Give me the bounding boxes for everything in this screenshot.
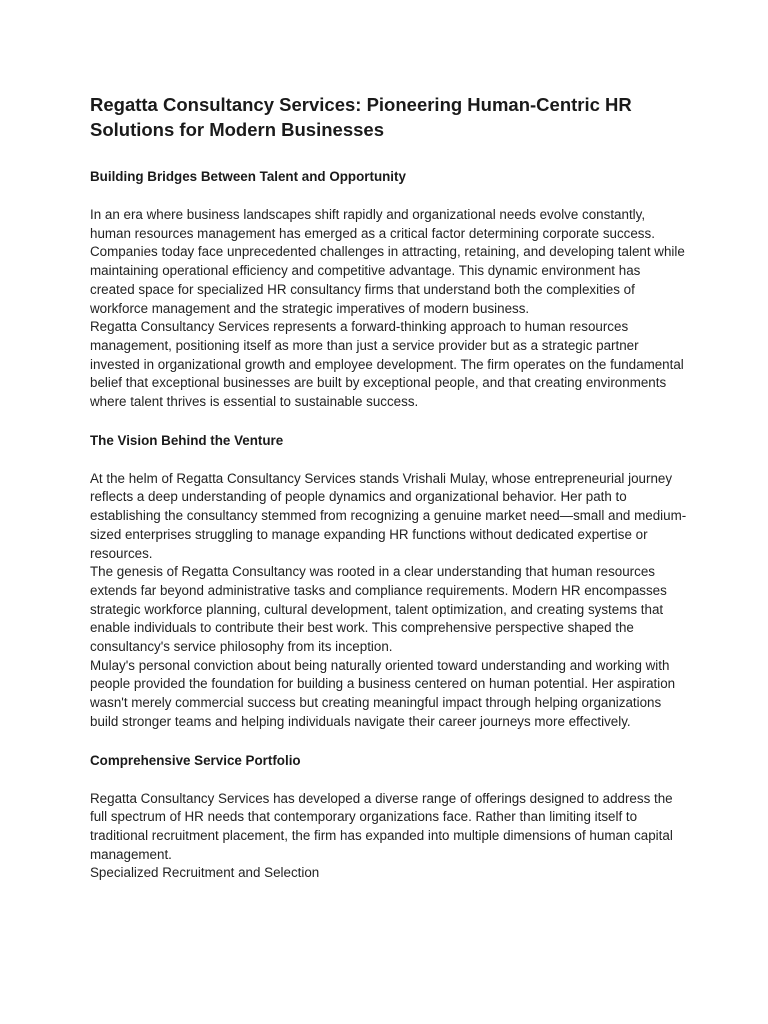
paragraph: In an era where business landscapes shift rapidly and organizational needs evolve constantly, human resources management has emerged as a critical factor determining corporate success. Companies today face unprecedented challenges in attracting, retaining, and developing talent while maintaining operational efficiency and competitive advantage. This dynamic environment has created space for specialized HR consultancy firms that understand both the complexities of workforce management and the strategic imperatives of modern business. [90,207,685,316]
document-title: Regatta Consultancy Services: Pioneering Human-Centric HR Solutions for Modern Businesses [90,94,632,140]
paragraph: Mulay's personal conviction about being naturally oriented toward understanding and working with people provided the foundation for building a business centered on human potential. Her aspiration wasn't merely commercial success but creating meaningful impact through helping organizations build stronger teams and helping individuals navigate their career journeys more effectively. [90,657,676,729]
paragraph: Regatta Consultancy Services has developed a diverse range of offerings designed to address the full spectrum of HR needs that contemporary organizations face. Rather than limiting itself to traditional recruitment placement, the firm has expanded into multiple dimensions of human capital management. [90,790,673,862]
section-heading-service-portfolio: Comprehensive Service Portfolio [90,752,301,768]
subheading-recruitment: Specialized Recruitment and Selection [90,865,320,881]
paragraph: Regatta Consultancy Services represents a forward-thinking approach to human resources management, positioning itself as more than just a service provider but as a strategic partner invested in organizational growth and employee development. The firm operates on the fundamental belief that exceptional businesses are built by exceptional people, and that creating environments where talent thrives is essential to sustainable success. [90,319,684,410]
section-heading-building-bridges: Building Bridges Between Talent and Opportunity [90,169,406,184]
paragraph: The genesis of Regatta Consultancy was rooted in a clear understanding that human resources extends far beyond administrative tasks and compliance requirements. Modern HR encompasses strategic workforce planning, cultural development, talent optimization, and creating systems that enable individuals to contribute their best work. This comprehensive perspective shaped the consultancy's service philosophy from its inception. [90,564,667,655]
section-heading-vision: The Vision Behind the Venture [90,432,284,448]
paragraph: At the helm of Regatta Consultancy Services stands Vrishali Mulay, whose entrepreneurial journey reflects a deep understanding of people dynamics and organizational behavior. Her path to establishing the consultancy stemmed from recognizing a genuine market need—small and medium-sized enterprises struggling to manage expanding HR functions without dedicated expertise or resources. [90,470,687,561]
